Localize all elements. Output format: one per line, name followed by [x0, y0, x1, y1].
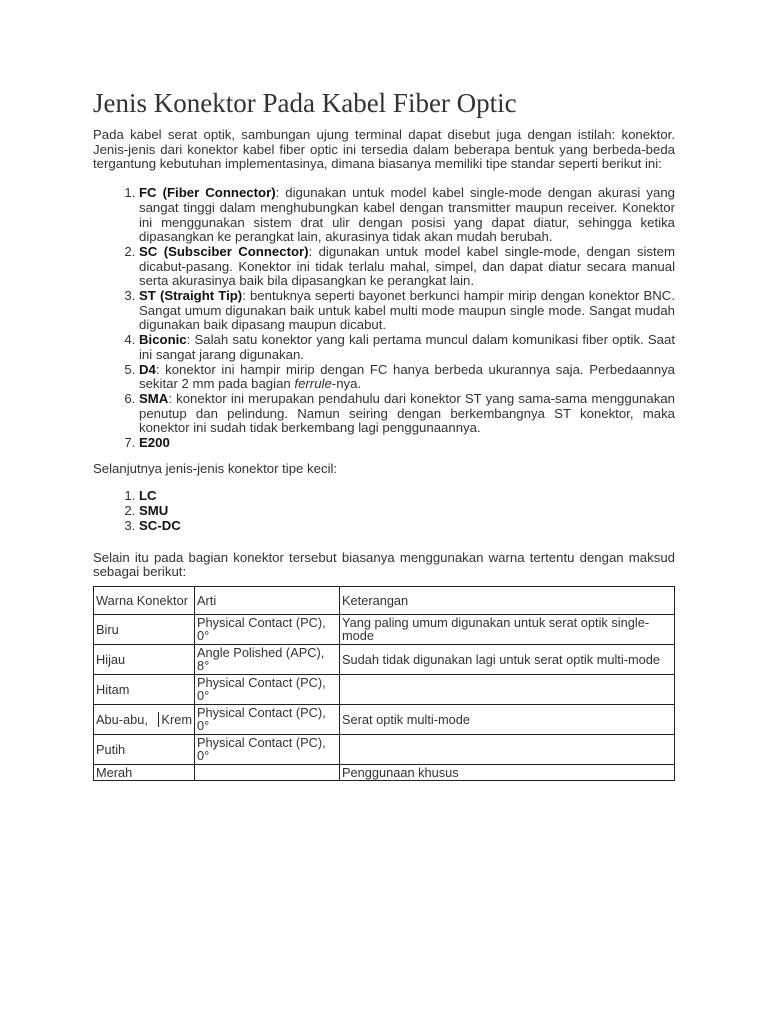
table-cell: Hitam — [94, 674, 195, 704]
list-item: 2. SC (Subsciber Connector): digunakan untuk model kabel single-mode, dengan sistem dicabut-pasang. Konektor ini tidak terlalu mahal, simpel, dan dapat diatur secara manual serta akurasinya baik bila dipasangkan ke perangkat lain. — [139, 245, 675, 289]
table-header: Keterangan — [340, 586, 675, 614]
table-cell: Angle Polished (APC), 8° — [195, 644, 340, 674]
list-item: 2. SMU — [139, 504, 675, 519]
table-cell — [94, 704, 195, 734]
list-item: 1. FC (Fiber Connector): digunakan untuk model kabel single-mode dengan akurasi yang sangat tinggi dalam menghubungkan kabel dengan transmitter maupun receiver. Konektor ini menggunakan sistem drat ulir dengan posisi yang dapat diatur, sehingga ketika dipasangkan ke perangkat lain, akurasinya tidak akan mudah berubah. — [139, 186, 675, 245]
table-cell: Biru — [94, 614, 195, 644]
table-cell: Physical Contact (PC), 0° — [195, 734, 340, 764]
document-page — [93, 86, 675, 781]
list-item: 5. D4: konektor ini hampir mirip dengan FC hanya berbeda ukurannya saja. Perbedaannya sekitar 2 mm pada bagian ferrule-nya. — [139, 363, 675, 392]
list-item: 7. E200 — [139, 436, 675, 451]
table-row — [94, 614, 675, 644]
table-cell — [340, 674, 675, 704]
table-cell: Serat optik multi-mode — [340, 704, 675, 734]
table-header-row — [94, 586, 675, 614]
small-connector-intro: Selanjutnya jenis-jenis konektor tipe kecil: — [93, 460, 338, 476]
table-row — [94, 764, 675, 781]
table-cell: Physical Contact (PC), 0° — [195, 614, 340, 644]
color-intro: Selain itu pada bagian konektor tersebut biasanya menggunakan warna tertentu dengan maksud sebagai berikut: — [93, 549, 675, 580]
table-cell — [340, 734, 675, 764]
table-cell: Physical Contact (PC), 0° — [195, 704, 340, 734]
connector-color-table — [93, 586, 675, 782]
table-cell: Yang paling umum digunakan untuk serat optik single-mode — [340, 614, 675, 644]
split-cell: Abu-abu, Krem — [96, 711, 192, 727]
small-connector-list — [93, 489, 675, 533]
page-title: Jenis Konektor Pada Kabel Fiber Optic — [93, 88, 517, 118]
table-cell: Putih — [94, 734, 195, 764]
list-item: 4. Biconic: Salah satu konektor yang kali pertama muncul dalam komunikasi fiber optik. Saat ini sangat jarang digunakan. — [139, 333, 675, 362]
table-row — [94, 734, 675, 764]
table-cell: Sudah tidak digunakan lagi untuk serat optik multi-mode — [340, 644, 675, 674]
table-row — [94, 674, 675, 704]
connector-list — [93, 186, 675, 451]
list-item: 6. SMA: konektor ini merupakan pendahulu dari konektor ST yang sama-sama menggunakan penutup dan pelindung. Namun seiring dengan berkembangnya ST konektor, maka konektor ini sudah tidak berkembang lagi penggunaannya. — [139, 392, 675, 436]
list-item: 3. ST (Straight Tip): bentuknya seperti bayonet berkunci hampir mirip dengan konektor BNC. Sangat umum digunakan baik untuk kabel multi mode maupun single mode. Sangat mudah digunakan baik dipasang maupun dicabut. — [139, 289, 675, 333]
list-item: 1. LC — [139, 489, 675, 504]
table-header: Warna Konektor — [94, 586, 195, 614]
table-header: Arti — [195, 586, 340, 614]
intro-paragraph: Pada kabel serat optik, sambungan ujung terminal dapat disebut juga dengan istilah: konektor. Jenis-jenis dari konektor kabel fiber optic ini tersedia dalam beberapa bentuk yang berbeda-beda tergantung kebutuhan implementasinya, dimana biasanya memiliki tipe standar seperti berikut ini: — [93, 127, 675, 172]
table-cell — [195, 764, 340, 781]
table-cell: Hijau — [94, 644, 195, 674]
table-cell: Merah — [94, 764, 195, 781]
table-row — [94, 644, 675, 674]
table-cell: Penggunaan khusus — [340, 764, 675, 781]
list-item: 3. SC-DC — [139, 519, 675, 534]
table-row — [94, 704, 675, 734]
table-cell: Physical Contact (PC), 0° — [195, 674, 340, 704]
